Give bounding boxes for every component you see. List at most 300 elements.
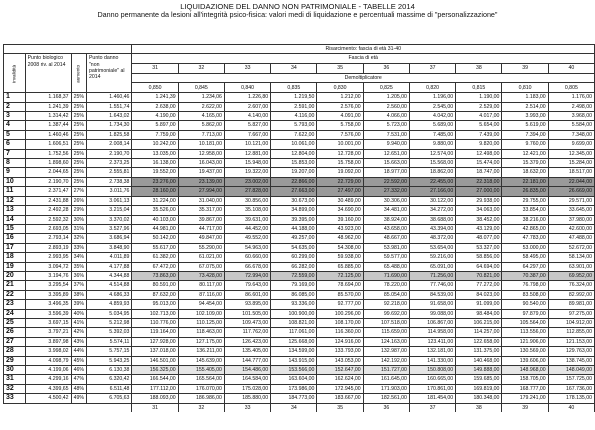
compensation-cell: 30.856,00 [224,196,270,205]
compensation-cell: 33.854,00 [502,206,548,215]
compensation-cell: 53.654,00 [409,243,455,252]
invalidity-point: 14 [4,215,26,224]
compensation-cell: 4.190,00 [132,112,178,121]
non-patrimonial-point-value: 3.370,02 [86,215,131,224]
compensation-cell: 49.552,00 [224,234,270,243]
compensation-cell: 55.617,00 [132,243,178,252]
table-row [4,121,595,130]
compensation-cell: 37.980,00 [548,215,594,224]
compensation-cell: 91.658,00 [409,300,455,309]
compensation-cell: 1.234,06 [178,93,224,102]
compensation-cell: 12.345,00 [548,149,594,158]
compensation-cell: 79.643,00 [224,281,270,290]
compensation-cell: 108.821,00 [271,318,317,327]
compensation-cell: 84.539,00 [409,290,455,299]
invalidity-point: 17 [4,243,26,252]
increase-percent: 25% [71,93,86,102]
compensation-cell: 127.928,00 [132,337,178,346]
compensation-cell: 92.777,00 [317,300,363,309]
compensation-cell: 39.867,00 [178,215,224,224]
compensation-cell: 2.545,00 [409,102,455,111]
compensation-cell: 10.242,00 [132,140,178,149]
compensation-cell: 31.224,00 [132,196,178,205]
compensation-cell: 12.421,00 [502,149,548,158]
compensation-cell: 58.134,00 [548,253,594,262]
invalidity-point: 1 [4,93,26,102]
compensation-cell: 44.188,00 [271,224,317,233]
biological-point-value: 3.295,54 [25,281,71,290]
compensation-cell: 1.212,00 [317,93,363,102]
increase-percent: 35% [71,262,86,271]
compensation-cell: 53.327,00 [456,243,502,252]
compensation-cell: 31.040,00 [178,196,224,205]
band-label: Risarcimento: fascia di età 31-40 [132,45,595,54]
biological-point-value: 1.752,56 [25,149,71,158]
compensation-cell: 114.958,00 [409,328,455,337]
compensation-cell: 2.498,00 [548,102,594,111]
footer-age-cell: 37 [409,403,455,412]
age-header-cell: 39 [502,63,548,73]
footer-spacer [86,403,131,412]
age-header-cell: 40 [548,63,594,73]
compensation-cell: 102.109,00 [178,309,224,318]
compensation-cell: 30.673,00 [271,196,317,205]
compensation-cell: 15.379,00 [502,159,548,168]
invalidity-point: 29 [4,356,26,365]
invalidity-point: 28 [4,347,26,356]
compensation-cell: 19.322,00 [224,168,270,177]
table-row [4,159,595,168]
compensation-cell: 7.759,00 [132,130,178,139]
increase-percent: 33% [71,243,86,252]
compensation-cell: 119.164,00 [132,328,178,337]
compensation-cell: 34.690,00 [317,206,363,215]
col-invalidita-header: invalidità [4,54,26,93]
table-row [4,337,595,346]
compensation-cell: 35.108,00 [224,206,270,215]
compensation-cell: 98.484,00 [456,309,502,318]
compensation-cell: 7.485,00 [409,130,455,139]
compensation-cell: 71.690,00 [363,271,409,280]
invalidity-point: 22 [4,290,26,299]
compensation-cell: 43.129,00 [456,224,502,233]
increase-percent: 31% [71,224,86,233]
compensation-cell: 22.592,00 [363,177,409,186]
compensation-cell: 27.166,00 [409,187,455,196]
footer-spacer [4,403,26,412]
compensation-cell: 38.452,00 [456,215,502,224]
compensation-cell: 73.428,00 [178,271,224,280]
compensation-cell: 29.938,00 [456,196,502,205]
increase-percent: 30% [71,215,86,224]
invalidity-point: 13 [4,206,26,215]
biological-point-value: 3.797,21 [25,328,71,337]
compensation-cell: 117.762,00 [224,328,270,337]
non-patrimonial-point-value: 3.061,13 [86,196,131,205]
compensation-cell: 85.054,00 [363,290,409,299]
age-header-cell: 36 [363,63,409,73]
compensation-cell: 44.717,00 [178,224,224,233]
non-patrimonial-point-value: 4.344,88 [86,271,131,280]
compensation-cell: 162.624,00 [317,375,363,384]
compensation-cell: 137.018,00 [132,347,178,356]
compensation-cell: 2.514,00 [502,102,548,111]
compensation-cell: 39.395,00 [271,215,317,224]
compensation-cell: 132.987,00 [363,347,409,356]
biological-point-value: 2.371,47 [25,187,71,196]
compensation-cell: 10.001,00 [317,140,363,149]
invalidity-point: 9 [4,168,26,177]
compensation-cell: 39.631,00 [224,215,270,224]
compensation-cell: 22.729,00 [317,177,363,186]
compensation-cell: 5.584,00 [548,121,594,130]
compensation-cell: 124.916,00 [317,337,363,346]
compensation-cell: 83.508,00 [502,290,548,299]
compensation-cell: 15.474,00 [456,159,502,168]
table-row [4,215,595,224]
non-patrimonial-point-value: 1.460,46 [86,93,131,102]
compensation-cell: 92.218,00 [363,300,409,309]
col-punto-danno-header: Punto danno "non patrimoniale" al 2014 [86,54,131,93]
compensation-cell: 95.013,00 [132,300,178,309]
compensation-cell: 131.375,00 [456,347,502,356]
invalidity-point: 24 [4,309,26,318]
compensation-cell: 49.257,00 [271,234,317,243]
non-patrimonial-point-value: 4.859,93 [86,300,131,309]
compensation-cell: 106.215,00 [456,318,502,327]
age-header-cell: 35 [317,63,363,73]
compensation-cell: 12.498,00 [456,149,502,158]
compensation-cell: 143.915,00 [271,356,317,365]
compensation-cell: 154.486,00 [224,366,270,375]
non-patrimonial-point-value: 5.034,95 [86,309,131,318]
table-row [4,300,595,309]
table-row [4,262,595,271]
compensation-cell: 5.619,00 [502,121,548,130]
invalidity-point: 26 [4,328,26,337]
compensation-cell: 5.689,00 [409,121,455,130]
footer-age-cell: 39 [502,403,548,412]
compensation-cell: 4.116,00 [271,112,317,121]
compensation-cell: 9.699,00 [548,140,594,149]
increase-percent: 46% [71,366,86,375]
table-row [4,149,595,158]
biological-point-value: 1.460,46 [25,130,71,139]
compensation-cell: 12.574,00 [409,149,455,158]
compensation-cell: 181.454,00 [409,394,455,403]
compensation-cell: 65.885,00 [317,262,363,271]
compensation-cell: 79.169,00 [271,281,317,290]
demult-cell: 0,810 [502,83,548,93]
compensation-cell: 59.216,00 [409,253,455,262]
invalidity-point: 20 [4,271,26,280]
compensation-cell: 165.564,00 [178,375,224,384]
compensation-cell: 3.993,00 [502,112,548,121]
compensation-cell: 5.793,00 [271,121,317,130]
compensation-cell: 159.685,00 [456,375,502,384]
demult-cell: 0,850 [132,83,178,93]
compensation-cell: 142.192,00 [363,356,409,365]
table-row [4,177,595,186]
compensation-cell: 141.330,00 [409,356,455,365]
compensation-cell: 52.672,00 [548,243,594,252]
compensation-cell: 16.138,00 [132,159,178,168]
compensation-cell: 89.981,00 [548,300,594,309]
compensation-cell: 66.282,00 [271,262,317,271]
biological-point-value: 1.387,44 [25,121,71,130]
compensation-cell: 27.497,00 [317,187,363,196]
compensation-cell: 7.713,00 [178,130,224,139]
increase-percent: 34% [71,253,86,262]
footer-ages-row [4,403,595,412]
compensation-cell: 168.777,00 [502,384,548,393]
non-patrimonial-point-value: 5.212,98 [86,318,131,327]
increase-percent: 27% [71,187,86,196]
compensation-cell: 9.940,00 [363,140,409,149]
table-row [4,112,595,121]
compensation-cell: 4.140,00 [224,112,270,121]
increase-percent: 39% [71,300,86,309]
biological-point-value: 3.897,98 [25,337,71,346]
header-band-row [4,45,595,54]
compensation-cell: 53.000,00 [502,243,548,252]
increase-percent: 25% [71,149,86,158]
compensation-cell: 54.635,00 [271,243,317,252]
compensation-cell: 166.544,00 [132,375,178,384]
biological-point-value: 3.094,72 [25,262,71,271]
compensation-cell: 150.808,00 [409,366,455,375]
biological-point-value: 1.314,42 [25,112,71,121]
demult-cell: 0,825 [363,83,409,93]
invalidity-point: 5 [4,130,26,139]
compensation-cell: 109.473,00 [224,318,270,327]
compensation-cell: 23.139,00 [178,177,224,186]
compensation-cell: 175.028,00 [224,384,270,393]
demult-cell: 0,835 [271,83,317,93]
compensation-cell: 7.576,00 [317,130,363,139]
compensation-cell: 53.981,00 [363,243,409,252]
biological-point-value: 4.098,79 [25,356,71,365]
compensation-cell: 5.654,00 [456,121,502,130]
compensation-cell: 76.798,00 [502,281,548,290]
compensation-cell: 30.489,00 [317,196,363,205]
age-header-cell: 37 [409,63,455,73]
compensation-cell: 9.760,00 [502,140,548,149]
compensation-cell: 12.651,00 [363,149,409,158]
compensation-cell: 171.903,00 [363,384,409,393]
compensation-cell: 167.736,00 [548,384,594,393]
col-punto-header: Punto biologico 2008 riv. al 2014 [25,54,71,93]
compensation-cell: 19.092,00 [317,168,363,177]
biological-point-value: 1.606,51 [25,140,71,149]
compensation-cell: 34.899,00 [271,206,317,215]
compensation-cell: 49.847,00 [178,234,224,243]
invalidity-point: 32 [4,384,26,393]
non-patrimonial-point-value: 5.574,11 [86,337,131,346]
biological-point-value: 3.395,89 [25,290,71,299]
compensation-cell: 27.828,00 [224,187,270,196]
non-patrimonial-point-value: 6.320,42 [86,375,131,384]
compensation-cell: 93.336,00 [271,300,317,309]
compensation-cell: 30.122,00 [409,196,455,205]
compensation-cell: 82.992,00 [548,290,594,299]
compensation-cell: 15.663,00 [363,159,409,168]
compensation-cell: 114.257,00 [456,328,502,337]
invalidity-point: 23 [4,300,26,309]
compensation-cell: 107.518,00 [363,318,409,327]
compensation-cell: 2.529,00 [456,102,502,111]
compensation-cell: 2.560,00 [363,102,409,111]
compensation-cell: 29.571,00 [548,196,594,205]
compensation-cell: 27.000,00 [456,187,502,196]
compensation-cell: 145.639,00 [178,356,224,365]
compensation-cell: 7.394,00 [502,130,548,139]
compensation-cell: 91.099,00 [456,300,502,309]
compensation-cell: 110.125,00 [178,318,224,327]
compensation-cell: 78.220,00 [363,281,409,290]
compensation-cell: 121.906,00 [502,337,548,346]
biological-point-value: 3.194,76 [25,271,71,280]
compensation-cell: 86.085,00 [271,290,317,299]
compensation-cell: 178.135,00 [548,394,594,403]
compensation-cell: 4.042,00 [409,112,455,121]
compensation-cell: 76.324,00 [548,281,594,290]
compensation-cell: 59.577,00 [363,253,409,262]
compensation-cell: 77.746,00 [409,281,455,290]
compensation-cell: 18.747,00 [456,168,502,177]
non-patrimonial-point-value: 2.008,14 [86,140,131,149]
footer-age-cell: 36 [363,403,409,412]
increase-percent: 47% [71,375,86,384]
footer-age-cell: 34 [271,403,317,412]
compensation-cell: 182.561,00 [363,394,409,403]
compensation-cell: 22.181,00 [502,177,548,186]
increase-percent: 25% [71,112,86,121]
increase-percent: 29% [71,206,86,215]
table-row [4,375,595,384]
compensation-cell: 106.867,00 [409,318,455,327]
increase-percent: 48% [71,384,86,393]
compensation-cell: 70.387,00 [502,271,548,280]
compensation-cell: 116.360,00 [317,328,363,337]
non-patrimonial-point-value: 4.686,33 [86,290,131,299]
table-row [4,290,595,299]
compensation-cell: 188.093,00 [132,394,178,403]
compensation-cell: 139.606,00 [502,356,548,365]
invalidity-point: 33 [4,394,26,403]
increase-percent: 43% [71,337,86,346]
compensation-cell: 39.160,00 [317,215,363,224]
compensation-cell: 110.776,00 [132,318,178,327]
compensation-cell: 185.880,00 [224,394,270,403]
compensation-cell: 70.821,00 [456,271,502,280]
invalidity-point: 11 [4,187,26,196]
non-patrimonial-point-value: 6.705,63 [86,394,131,403]
compensation-cell: 30.306,00 [363,196,409,205]
compensation-cell: 100.900,00 [271,309,317,318]
compensation-cell: 43.394,00 [409,224,455,233]
compensation-cell: 85.570,00 [317,290,363,299]
compensation-cell: 59.938,00 [317,253,363,262]
compensation-cell: 71.256,00 [409,271,455,280]
non-patrimonial-point-value: 3.686,94 [86,234,131,243]
compensation-cell: 34.272,00 [409,206,455,215]
compensation-cell: 27.994,00 [178,187,224,196]
demult-cell: 0,840 [224,83,270,93]
invalidity-point: 27 [4,337,26,346]
invalidity-point: 31 [4,375,26,384]
compensation-cell: 148.968,00 [502,366,548,375]
compensation-cell: 2.607,00 [224,102,270,111]
invalidity-point: 10 [4,177,26,186]
compensation-cell: 58.856,00 [456,253,502,262]
compensation-cell: 7.439,00 [456,130,502,139]
compensation-cell: 1.226,80 [224,93,270,102]
compensation-cell: 77.272,00 [456,281,502,290]
compensation-cell: 47.783,00 [502,234,548,243]
compensation-cell: 48.372,00 [409,234,455,243]
increase-percent: 40% [71,309,86,318]
compensation-cell: 99.692,00 [363,309,409,318]
compensation-cell: 27.663,00 [271,187,317,196]
compensation-cell: 177.112,00 [132,384,178,393]
demult-cell: 0,830 [317,83,363,93]
compensation-cell: 153.566,00 [271,366,317,375]
non-patrimonial-point-value: 5.757,15 [86,347,131,356]
compensation-cell: 5.897,00 [132,121,178,130]
biological-point-value: 4.299,16 [25,375,71,384]
table-row [4,347,595,356]
increase-percent: 32% [71,234,86,243]
compensation-cell: 10.121,00 [224,140,270,149]
compensation-cell: 60.660,00 [224,253,270,262]
non-patrimonial-point-value: 3.527,96 [86,224,131,233]
compensation-cell: 1.183,00 [502,93,548,102]
invalidity-point: 3 [4,112,26,121]
increase-percent: 25% [71,168,86,177]
compensation-cell: 186.986,00 [178,394,224,403]
footer-age-cell: 31 [132,403,178,412]
non-patrimonial-point-value: 1.825,58 [86,130,131,139]
compensation-cell: 42.865,00 [502,224,548,233]
compensation-cell: 90.540,00 [502,300,548,309]
increase-percent: 25% [71,177,86,186]
compensation-cell: 42.600,00 [548,224,594,233]
compensation-cell: 43.658,00 [363,224,409,233]
compensation-cell: 144.777,00 [224,356,270,365]
compensation-cell: 23.002,00 [224,177,270,186]
age-header-cell: 31 [132,63,178,73]
invalidity-point: 21 [4,281,26,290]
footer-age-cell: 40 [548,403,594,412]
compensation-cell: 126.423,00 [224,337,270,346]
compensation-cell: 86.601,00 [224,290,270,299]
table-row [4,206,595,215]
compensation-cell: 12.881,00 [224,149,270,158]
compensation-cell: 54.963,00 [224,243,270,252]
header-age-row [4,54,595,63]
biological-point-value: 2.893,19 [25,243,71,252]
invalidity-point: 19 [4,262,26,271]
compensation-cell: 80.591,00 [132,281,178,290]
age-header-cell: 34 [271,63,317,73]
footer-age-cell: 38 [456,403,502,412]
compensation-cell: 69.952,00 [548,271,594,280]
compensation-cell: 12.728,00 [317,149,363,158]
biological-point-value: 2.431,88 [25,196,71,205]
compensation-cell: 66.678,00 [224,262,270,271]
compensation-cell: 183.667,00 [317,394,363,403]
